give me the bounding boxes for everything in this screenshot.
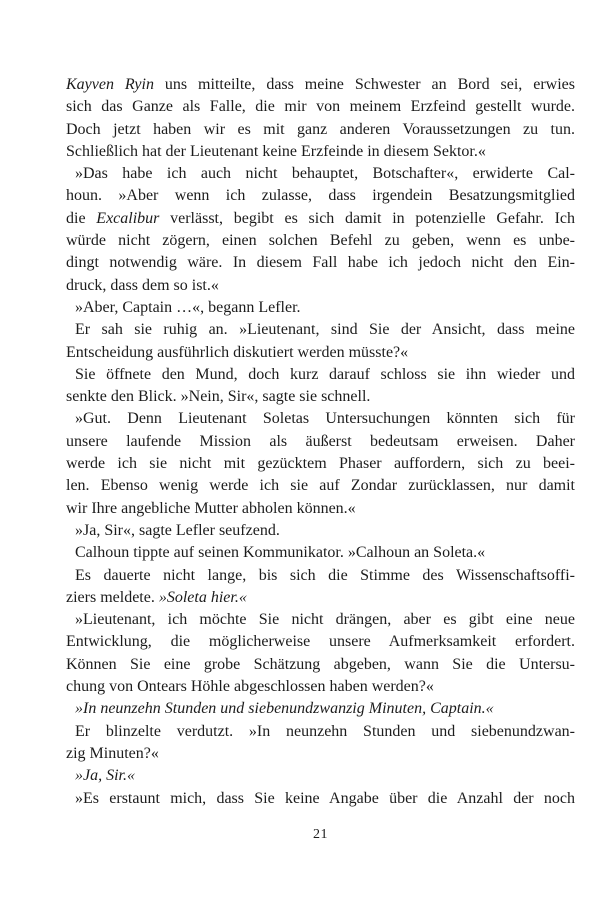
text-line <box>66 609 575 631</box>
line-segment-regular: die <box>66 209 97 227</box>
text-line <box>66 743 575 765</box>
text-line <box>66 163 575 185</box>
line-segment-regular: »Aber, Captain …«, begann Lefler. <box>75 298 301 316</box>
text-line <box>66 654 575 676</box>
line-segment-regular: dingt notwendig wäre. In diesem Fall habe ich jedoch nicht den Ein- <box>66 254 575 272</box>
page-number: 21 <box>313 826 328 842</box>
text-line <box>66 765 575 787</box>
line-segment-regular: »Das habe ich auch nicht behauptet, Botschafter«, erwiderte Cal- <box>75 165 575 183</box>
text-line <box>66 587 575 609</box>
line-segment-regular: wir Ihre angebliche Mutter abholen können.« <box>66 499 356 517</box>
text-line <box>66 431 575 453</box>
text-line <box>66 342 575 364</box>
line-segment-regular: sich das Ganze als Falle, die mir von meinem Erzfeind gestellt wurde. <box>66 98 575 116</box>
line-segment-regular: Es dauerte nicht lange, bis sich die Stimme des Wissenschaftsoffi- <box>75 566 575 584</box>
text-line <box>66 408 575 430</box>
line-segment-regular: len. Ebenso wenig werde ich sie auf Zondar zurücklassen, nur damit <box>66 477 575 495</box>
line-segment-regular: »Gut. Denn Lieutenant Soletas Untersuchungen könnten sich für <box>75 410 575 428</box>
line-segment-italic: »In neunzehn Stunden und siebenundzwanzig Minuten, Captain.« <box>75 700 494 718</box>
line-segment-regular: Er blinzelte verdutzt. »In neunzehn Stunden und siebenundzwan- <box>75 722 575 740</box>
line-segment-italic: »Ja, Sir.« <box>75 767 135 785</box>
line-segment-regular: druck, dass dem so ist.« <box>66 276 219 294</box>
line-segment-italic: Excalibur <box>96 209 160 227</box>
line-segment-regular: Schließlich hat der Lieutenant keine Erzfeinde in diesem Sektor.« <box>66 142 486 160</box>
text-line <box>66 275 575 297</box>
line-segment-regular: Entscheidung ausführlich diskutiert werden müsste?« <box>66 343 409 361</box>
text-line <box>66 453 575 475</box>
line-segment-regular: »Lieutenant, ich möchte Sie nicht drängen, aber es gibt eine neue <box>75 611 575 629</box>
text-line <box>66 788 575 810</box>
line-segment-regular: verlässt, begibt es sich damit in potenzielle Gefahr. Ich <box>159 209 575 227</box>
line-segment-regular: senkte den Blick. »Nein, Sir«, sagte sie schnell. <box>66 388 371 406</box>
text-line <box>66 498 575 520</box>
line-segment-regular: »Es erstaunt mich, dass Sie keine Angabe über die Anzahl der noch <box>75 789 575 807</box>
text-line <box>66 631 575 653</box>
line-segment-regular: zig Minuten?« <box>66 744 159 762</box>
line-segment-regular: würde nicht zögern, einen solchen Befehl zu geben, wenn es unbe- <box>66 232 575 250</box>
text-line <box>66 542 575 564</box>
text-line <box>66 185 575 207</box>
line-segment-regular: uns mitteilte, dass meine Schwester an Bord sei, erwies <box>153 76 575 93</box>
text-line <box>66 119 575 141</box>
line-segment-regular: Doch jetzt haben wir es mit ganz anderen Voraussetzungen zu tun. <box>66 120 575 138</box>
text-line <box>66 319 575 341</box>
line-segment-regular: ziers meldete. <box>66 588 159 606</box>
text-line <box>66 698 575 720</box>
text-line <box>66 96 575 118</box>
text-line <box>66 475 575 497</box>
text-line <box>66 74 575 96</box>
line-segment-regular: Calhoun tippte auf seinen Kommunikator. »Calhoun an Soleta.« <box>75 544 486 562</box>
line-segment-regular: houn. »Aber wenn ich zulasse, dass irgendein Besatzungsmitglied <box>66 187 575 205</box>
line-segment-regular: »Ja, Sir«, sagte Lefler seufzend. <box>75 521 280 539</box>
text-column <box>66 74 575 810</box>
text-line <box>66 141 575 163</box>
line-segment-italic: Kayven Ryin <box>66 76 154 93</box>
line-segment-italic: »Soleta hier.« <box>158 588 247 606</box>
line-segment-regular: Entwicklung, die möglicherweise unsere Aufmerksamkeit erfordert. <box>66 633 575 651</box>
text-line <box>66 721 575 743</box>
line-segment-regular: werde ich sie nicht mit gezücktem Phaser auffordern, sich zu beei- <box>66 455 575 473</box>
line-segment-regular: Sie öffnete den Mund, doch kurz darauf schloss sie ihn wieder und <box>75 365 575 383</box>
text-line <box>66 208 575 230</box>
text-line <box>66 565 575 587</box>
text-line <box>66 676 575 698</box>
text-line <box>66 297 575 319</box>
text-line <box>66 252 575 274</box>
line-segment-regular: Er sah sie ruhig an. »Lieutenant, sind Sie der Ansicht, dass meine <box>75 321 575 339</box>
text-line <box>66 230 575 252</box>
text-line <box>66 520 575 542</box>
text-line <box>66 364 575 386</box>
line-segment-regular: unsere laufende Mission als äußerst bedeutsam erweisen. Daher <box>66 432 575 450</box>
line-segment-regular: Können Sie eine grobe Schätzung abgeben, wann Sie die Untersu- <box>66 655 575 673</box>
text-line <box>66 386 575 408</box>
line-segment-regular: chung von Ontears Höhle abgeschlossen haben werden?« <box>66 678 434 696</box>
